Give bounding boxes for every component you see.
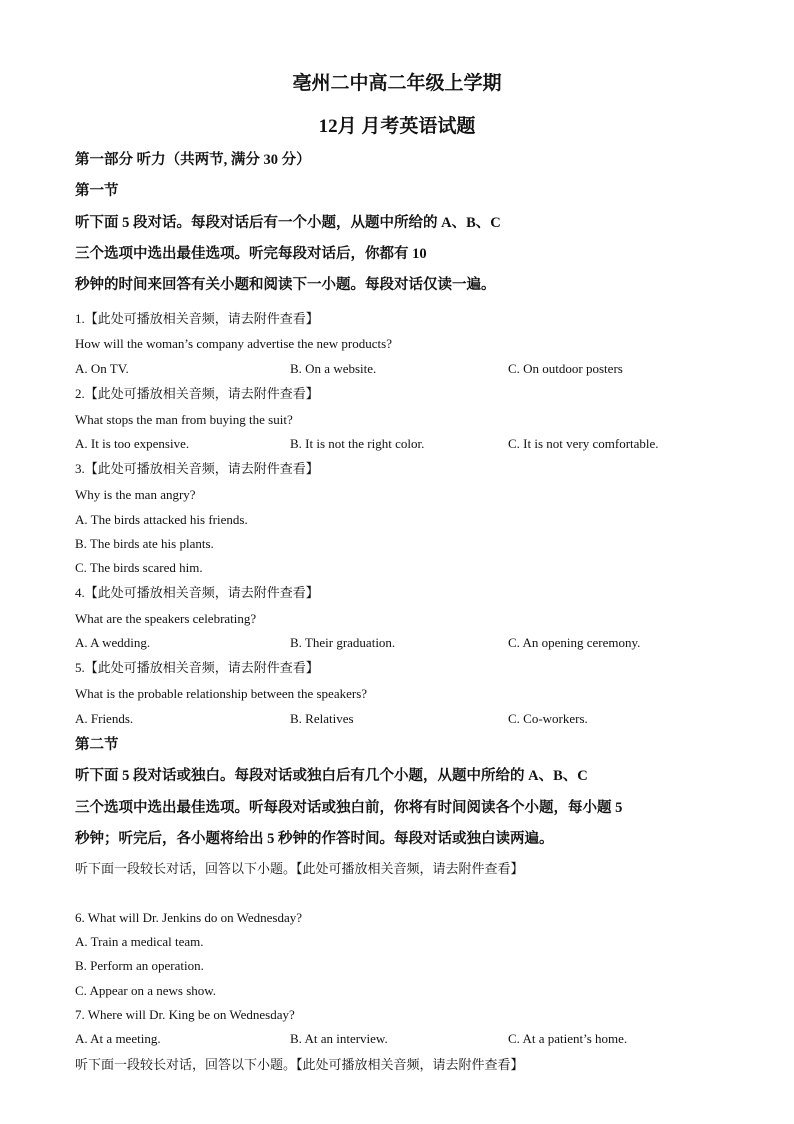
question-stem-q7: 7. Where will Dr. King be on Wednesday? (75, 1007, 295, 1022)
option-a-q1: A. On TV. (75, 361, 129, 376)
section1-instruction-line: 秒钟的时间来回答有关小题和阅读下一小题。每段对话仅读一遍。 (75, 277, 496, 293)
audio-link-q1[interactable]: 1.【此处可播放相关音频，请去附件查看】 (75, 311, 319, 326)
option-c-q7: C. At a patient’s home. (508, 1031, 628, 1046)
question-stem-q3: Why is the man angry? (75, 487, 196, 502)
question-stem-q5: What is the probable relationship between the speakers? (75, 686, 368, 701)
option-a-q4: A. A wedding. (75, 635, 151, 650)
exam-school-title: 亳州二中高二年级上学期 (292, 73, 502, 94)
part1-heading: 第一部分 听力（共两节, 满分 30 分） (75, 152, 311, 168)
question-stem-q6: 6. What will Dr. Jenkins do on Wednesday? (75, 910, 303, 925)
option-c-q6: C. Appear on a news show. (75, 983, 217, 998)
option-a-q7: A. At a meeting. (75, 1031, 161, 1046)
section1-instruction-line: 三个选项中选出最佳选项。听完每段对话后，你都有 10 (75, 246, 427, 262)
question-stem-q1: How will the woman’s company advertise the new products? (75, 336, 392, 351)
audio-link-dialogue-2[interactable]: 听下面一段较长对话，回答以下小题。【此处可播放相关音频，请去附件查看】 (75, 1057, 524, 1072)
audio-link-q5[interactable]: 5.【此处可播放相关音频，请去附件查看】 (75, 660, 319, 675)
option-c-q5: C. Co-workers. (508, 711, 588, 726)
option-a-q5: A. Friends. (75, 711, 134, 726)
option-a-q2: A. It is too expensive. (75, 436, 190, 451)
audio-link-q4[interactable]: 4.【此处可播放相关音频，请去附件查看】 (75, 585, 319, 600)
option-c-q2: C. It is not very comfortable. (508, 436, 659, 451)
audio-link-q2[interactable]: 2.【此处可播放相关音频，请去附件查看】 (75, 386, 319, 401)
option-a-q3: A. The birds attacked his friends. (75, 512, 248, 527)
option-b-q5: B. Relatives (290, 711, 354, 726)
option-c-q3: C. The birds scared him. (75, 560, 203, 575)
section2-instruction-line: 听下面 5 段对话或独白。每段对话或独白后有几个小题，从题中所给的 A、B、C (75, 768, 588, 784)
option-b-q2: B. It is not the right color. (290, 436, 425, 451)
option-b-q7: B. At an interview. (290, 1031, 388, 1046)
option-c-q1: C. On outdoor posters (508, 361, 623, 376)
option-c-q4: C. An opening ceremony. (508, 635, 641, 650)
section2-instruction-line: 秒钟；听完后，各小题将给出 5 秒钟的作答时间。每段对话或独白读两遍。 (75, 831, 554, 847)
audio-link-q3[interactable]: 3.【此处可播放相关音频，请去附件查看】 (75, 461, 319, 476)
option-b-q1: B. On a website. (290, 361, 377, 376)
section1-heading: 第一节 (75, 183, 119, 199)
exam-title: 12月 月考英语试题 (318, 116, 476, 137)
question-stem-q4: What are the speakers celebrating? (75, 611, 257, 626)
section2-heading: 第二节 (75, 737, 119, 753)
audio-link-dialogue-1[interactable]: 听下面一段较长对话，回答以下小题。【此处可播放相关音频，请去附件查看】 (75, 861, 524, 876)
section2-instruction-line: 三个选项中选出最佳选项。听每段对话或独白前，你将有时间阅读各个小题，每小题 5 (75, 800, 623, 816)
section1-instruction-line: 听下面 5 段对话。每段对话后有一个小题，从题中所给的 A、B、C (75, 215, 501, 231)
option-b-q4: B. Their graduation. (290, 635, 396, 650)
option-b-q3: B. The birds ate his plants. (75, 536, 214, 551)
option-b-q6: B. Perform an operation. (75, 958, 204, 973)
question-stem-q2: What stops the man from buying the suit? (75, 412, 293, 427)
option-a-q6: A. Train a medical team. (75, 934, 204, 949)
